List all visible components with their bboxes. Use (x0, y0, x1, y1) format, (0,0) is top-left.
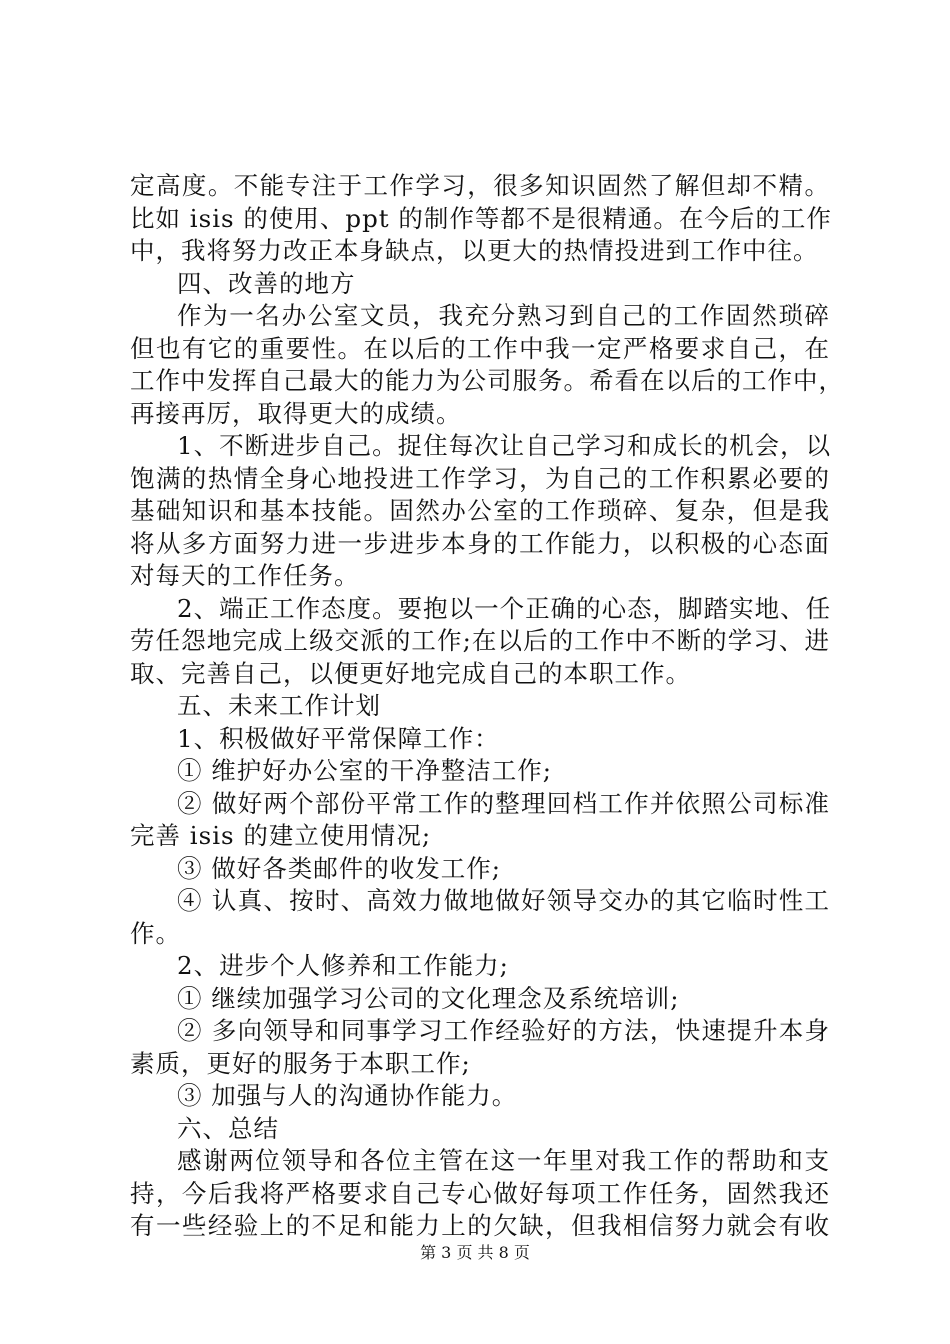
text-line: 工作中发挥自己最大的能力为公司服务。希看在以后的工作中， (130, 366, 844, 395)
text-line: ② 做好两个部份平常工作的整理回档工作并依照公司标准 (177, 788, 830, 818)
text-line: 劳任怨地完成上级交派的工作;在以后的工作中不断的学习、进 (130, 626, 830, 655)
text-line: ③ 做好各类邮件的收发工作; (177, 853, 502, 883)
text-line: 2、端正工作态度。要抱以一个正确的心态，脚踏实地、任 (177, 593, 832, 623)
page-number-footer: 第 3 页 共 8 页 (420, 1243, 530, 1262)
text-line: 2、进步个人修养和工作能力; (177, 951, 509, 980)
text-line: 1、积极做好平常保障工作： (177, 723, 500, 753)
text-line: 五、未来工作计划 (177, 691, 381, 720)
text-line: 四、改善的地方 (177, 268, 356, 298)
text-line: 素质，更好的服务于本职工作; (130, 1048, 471, 1078)
text-line: 持，今后我将严格要求自己专心做好每项工作任务，固然我还 (130, 1178, 830, 1208)
text-line: 但也有它的重要性。在以后的工作中我一定严格要求自己，在 (130, 333, 830, 363)
text-line: 完善 isis 的建立使用情况; (130, 821, 432, 850)
text-line: ① 继续加强学习公司的文化理念及系统培训; (177, 983, 680, 1013)
text-line: 感谢两位领导和各位主管在这一年里对我工作的帮助和支 (177, 1146, 830, 1175)
text-line: ④ 认真、按时、高效力做地做好领导交办的其它临时性工 (177, 886, 830, 915)
text-line: 中，我将努力改正本身缺点，以更大的热情投进到工作中往。 (130, 236, 819, 265)
text-line: 有一些经验上的不足和能力上的欠缺，但我相信努力就会有收 (130, 1211, 830, 1240)
text-line: 饱满的热情全身心地投进工作学习，为自己的工作积累必要的 (130, 463, 830, 493)
text-line: 基础知识和基本技能。固然办公室的工作琐碎、复杂，但是我 (130, 496, 830, 525)
text-line: 六、总结 (177, 1113, 279, 1143)
text-line: ③ 加强与人的沟通协作能力。 (177, 1081, 518, 1110)
text-line: 将从多方面努力进一步进步本身的工作能力，以积极的心态面 (130, 528, 830, 558)
text-line: 作。 (130, 918, 181, 948)
text-line: 定高度。不能专注于工作学习，很多知识固然了解但却不精。 (130, 171, 830, 200)
text-line: 比如 isis 的使用、ppt 的制作等都不是很精通。在今后的工作 (130, 203, 832, 233)
text-line: 对每天的工作任务。 (130, 561, 360, 590)
document-body (130, 170, 844, 1243)
text-line: 再接再厉，取得更大的成绩。 (130, 398, 462, 428)
text-line: 1、不断进步自己。捉住每次让自己学习和成长的机会，以 (177, 431, 832, 460)
text-line: 作为一名办公室文员，我充分熟习到自己的工作固然琐碎 (177, 301, 830, 330)
text-line: ② 多向领导和同事学习工作经验好的方法，快速提升本身 (177, 1016, 830, 1045)
text-line: 取、完善自己，以便更好地完成自己的本职工作。 (130, 658, 691, 688)
text-line: ① 维护好办公室的干净整洁工作; (177, 756, 553, 785)
